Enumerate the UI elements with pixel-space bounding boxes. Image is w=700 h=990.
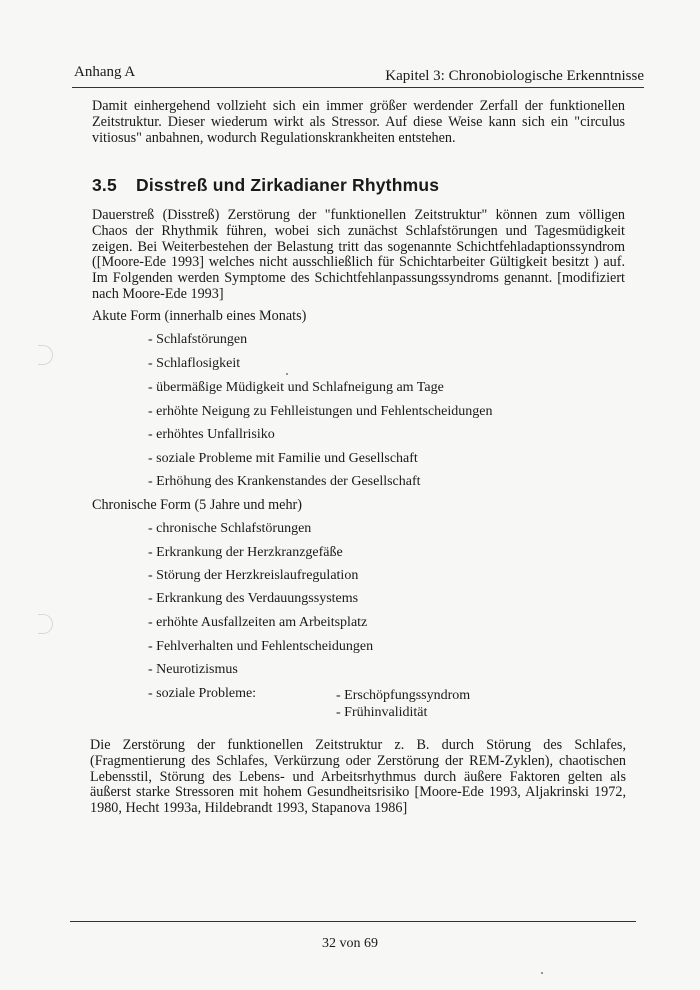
section-number: 3.5 [92,175,117,195]
header-rule [72,87,644,88]
scan-speck [541,972,543,974]
list-item: - Störung der Herzkreislaufregulation [148,568,359,583]
list-item: - Erhöhung des Krankenstandes der Gesellschaft [148,474,421,489]
list-item: - erhöhtes Unfallrisiko [148,427,275,442]
list-item: - Fehlverhalten und Fehlentscheidungen [148,639,374,654]
sub-list-item: - Frühinvalidität [336,705,428,720]
list-item: - chronische Schlafstörungen [148,521,312,536]
scan-speck [286,373,288,375]
page-number: 32 von 69 [322,936,378,951]
list-item: - soziale Probleme mit Familie und Gesellschaft [148,451,418,466]
list-item: - erhöhte Neigung zu Fehlleistungen und Fehlentscheidungen [148,404,493,419]
list-item: - übermäßige Müdigkeit und Schlafneigung am Tage [148,380,444,395]
footer-rule [70,921,636,922]
list-item: - soziale Probleme: [148,686,257,701]
paragraph-1: Dauerstreß (Disstreß) Zerstörung der "funktionellen Zeitstruktur" können zum völligen Chaos der Rhythmik führen, wobei sich zunächst Schlafstörungen und Tagesmüdigkeit zeigen. Bei Weiterbestehen der Belastung tritt das sogenannte Schichtfehladaptionssyndrom ([Moore-Ede 1993] welches nicht ausschließlich für Schichtarbeiter Gültigkeit besitzt ) auf. Im Folgenden werden Symptome des Schichtfehlanpassungssyndroms genannt. [modifiziert nach Moore-Ede 1993] [92,207,625,302]
paragraph-2: Die Zerstörung der funktionellen Zeitstruktur z. B. durch Störung des Schlafes, (Fragmentierung des Schlafes, Verkürzung oder Zerstörung der REM-Zyklen), chaotischen Lebensstil, Störung des Lebens- und Arbeitsrhythmus durch äußere Faktoren gelten als äußerst starke Stressoren mit hohem Gesundheitsrisiko [Moore-Ede 1993, Aljakrinski 1972, 1980, Hecht 1993a, Hildebrandt 1993, Stapanova 1986] [90,737,626,817]
header-right: Kapitel 3: Chronobiologische Erkenntnisse [385,68,644,84]
acute-form-label: Akute Form (innerhalb eines Monats) [92,308,307,324]
section-title: Disstreß und Zirkadianer Rhythmus [136,175,440,195]
punch-hole-mark [38,345,53,365]
list-item: - Schlafstörungen [148,332,248,347]
list-item: - Neurotizismus [148,662,238,677]
list-item: - Erkrankung der Herzkranzgefäße [148,545,343,560]
section-heading [92,175,439,196]
punch-hole-mark [38,614,53,634]
chronic-form-label: Chronische Form (5 Jahre und mehr) [92,497,303,513]
list-item: - Schlaflosigkeit [148,356,241,371]
list-item: - Erkrankung des Verdauungssystems [148,591,359,606]
intro-paragraph: Damit einhergehend vollzieht sich ein immer größer werdender Zerfall der funktionellen Zeitstruktur. Dieser wiederum wirkt als Stressor. Auf diese Weise kann sich ein "circulus vitiosus" anbahnen, wodurch Regulationskrankheiten entstehen. [92,98,625,146]
list-item: - erhöhte Ausfallzeiten am Arbeitsplatz [148,615,368,630]
header-left: Anhang A [74,64,136,80]
sub-list-item: - Erschöpfungssyndrom [336,688,471,703]
